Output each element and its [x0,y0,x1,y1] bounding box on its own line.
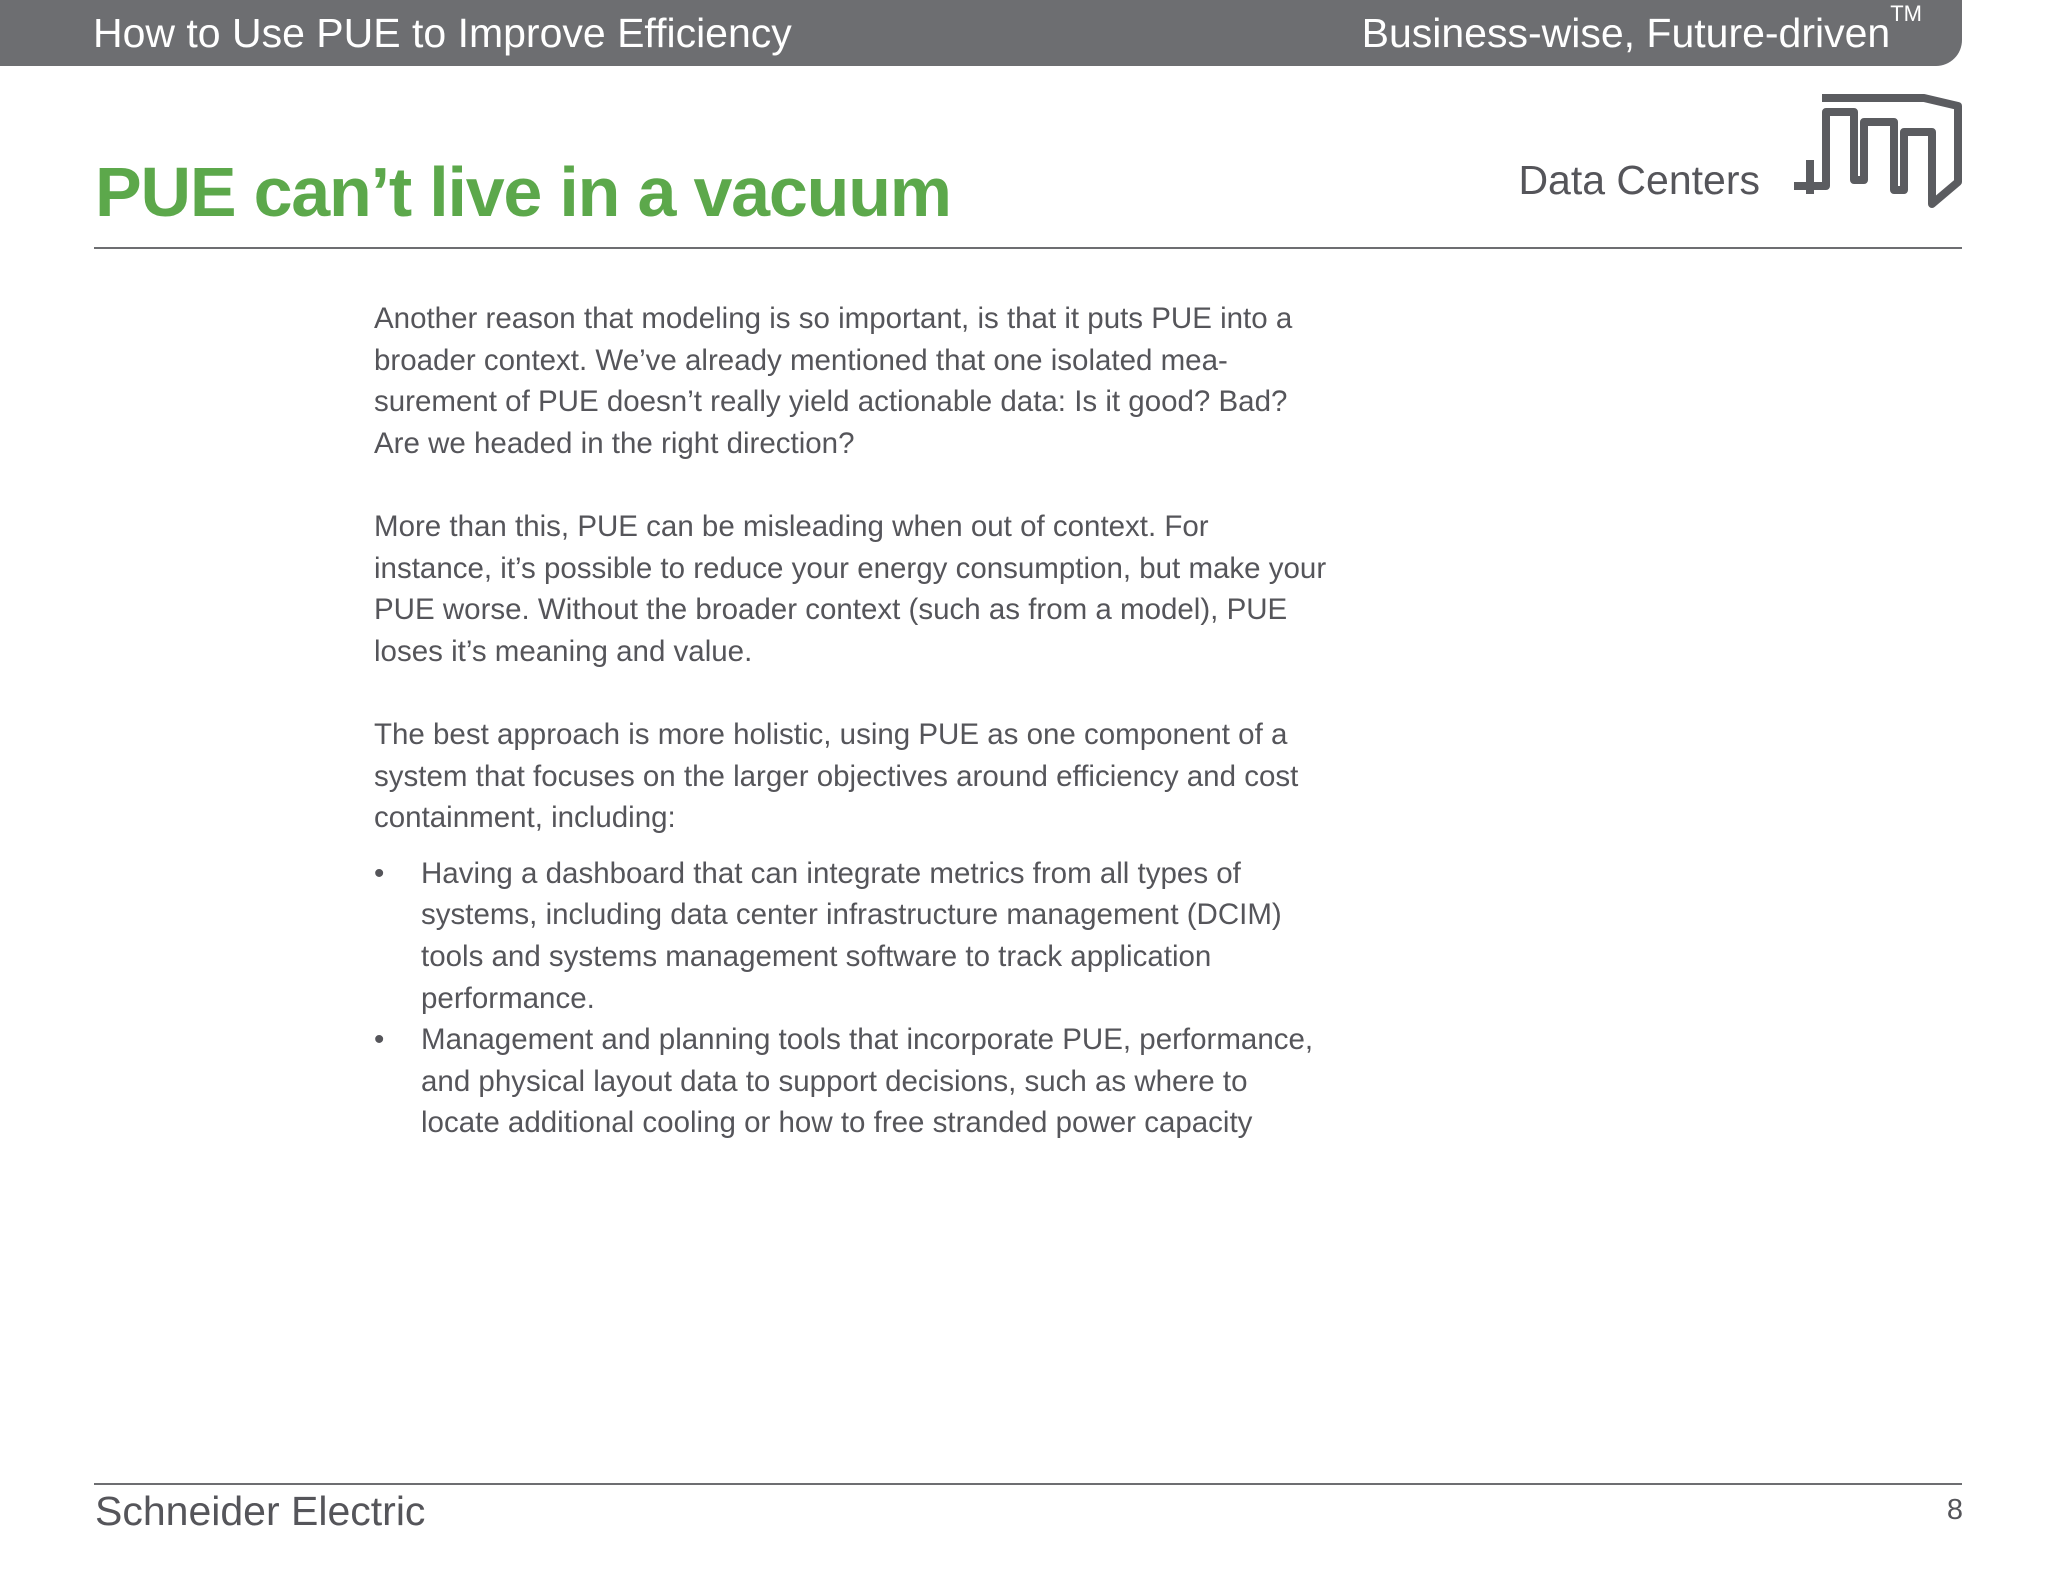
bullet-list [374,853,1334,1144]
paragraph: The best approach is more holistic, using PUE as one component of a system that focuses on the larger objectives around efficiency and cost containment, including: [374,717,1299,835]
section-label: Data Centers [1518,157,1760,203]
document-title: How to Use PUE to Improve Efficiency [93,10,792,56]
trademark-mark: TM [1890,1,1922,26]
body-content [374,298,1334,1144]
bullet-marker: • [374,1023,385,1057]
list-item [374,853,1334,1019]
list-item [374,1019,1334,1144]
list-item-text: Management and planning tools that incorporate PUE, performance, and physical layout data to support decisions, such as where to locate additional cooling or how to free stranded power capacity [421,1023,1314,1140]
paragraph: Another reason that modeling is so important, is that it puts PUE into a broader context. We’ve already mentioned that one isolated mea-surement of PUE doesn’t really yield actionable data: Is it good? Bad? Are we headed in the right direction? [374,302,1293,460]
page-number: 8 [1946,1494,1963,1526]
tagline-text: Business-wise, Future-driven [1361,10,1891,56]
page-title: PUE can’t live in a vacuum [95,153,951,231]
footer-divider [94,1483,1962,1485]
header-bar [0,0,1962,66]
paragraph: More than this, PUE can be misleading when out of context. For instance, it’s possible to reduce your energy consumption, but make your PUE worse. Without the broader context (such as from a model), PUE loses it’s meaning and value. [374,509,1327,668]
bullet-marker: • [374,856,385,890]
title-divider [94,247,1962,249]
list-item-text: Having a dashboard that can integrate metrics from all types of systems, including data center infrastructure management (DCIM) tools and systems management software to track application performance. [421,856,1282,1015]
data-center-building-icon [1790,94,1966,220]
footer-company-name: Schneider Electric [95,1488,426,1534]
tagline [1361,1,1922,57]
